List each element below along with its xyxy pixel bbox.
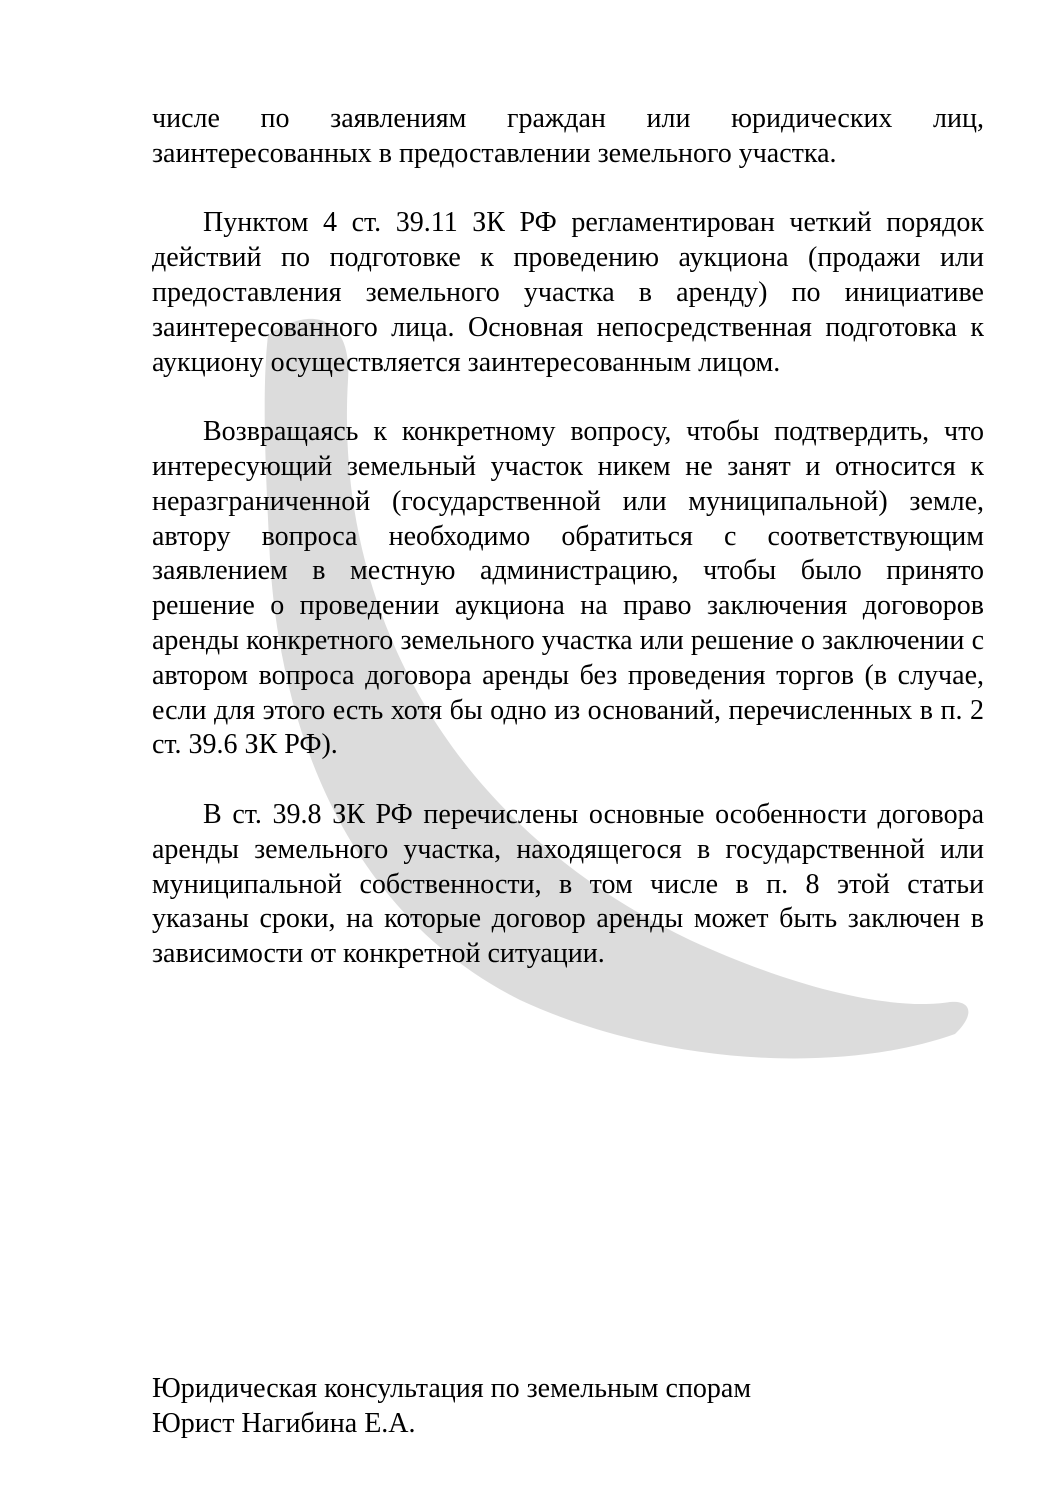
paragraph-continuation: числе по заявлениям граждан или юридических лиц, заинтересованных в предоставлении земельного участка. (152, 103, 984, 169)
paragraph-spacer (152, 380, 984, 415)
document-body (152, 102, 984, 972)
signature-block (152, 1372, 984, 1441)
signature-author: Юрист Нагибина Е.А. (152, 1407, 416, 1439)
paragraph-lease-features: В ст. 39.8 ЗК РФ перечислены основные особенности договора аренды земельного участка, находящегося в государственной или муниципальной собственности, в том числе в п. 8 этой статьи указаны сроки, на которые договор аренды может быть заключен в зависимости от конкретной ситуации. (152, 798, 984, 970)
paragraph-auction-procedure: Пунктом 4 ст. 39.11 ЗК РФ регламентирован четкий порядок действий по подготовке к проведению аукциона (продажи или предоставления земельного участка в аренду) по инициативе заинтересованного лица. Основная непосредственная подготовка к аукциону осуществляется заинтересованным лицом. (152, 207, 984, 378)
paragraph-spacer (152, 763, 984, 798)
paragraph-specific-question: Возвращаясь к конкретному вопросу, чтобы подтвердить, что интересующий земельный участок никем не занят и относится к неразграниченной (государственной или муниципальной) земле, автору вопроса необходимо обратиться с соответствующим заявлением в местную администрацию, чтобы было принято решение о проведении аукциона на право заключения договоров аренды конкретного земельного участка или решение о заключении с автором вопроса договора аренды без проведения торгов (в случае, если для этого есть хотя бы одно из оснований, перечисленных в п. 2 ст. 39.6 ЗК РФ). (152, 416, 984, 761)
paragraph-spacer (152, 172, 984, 207)
signature-organization: Юридическая консультация по земельным спорам (152, 1373, 752, 1404)
